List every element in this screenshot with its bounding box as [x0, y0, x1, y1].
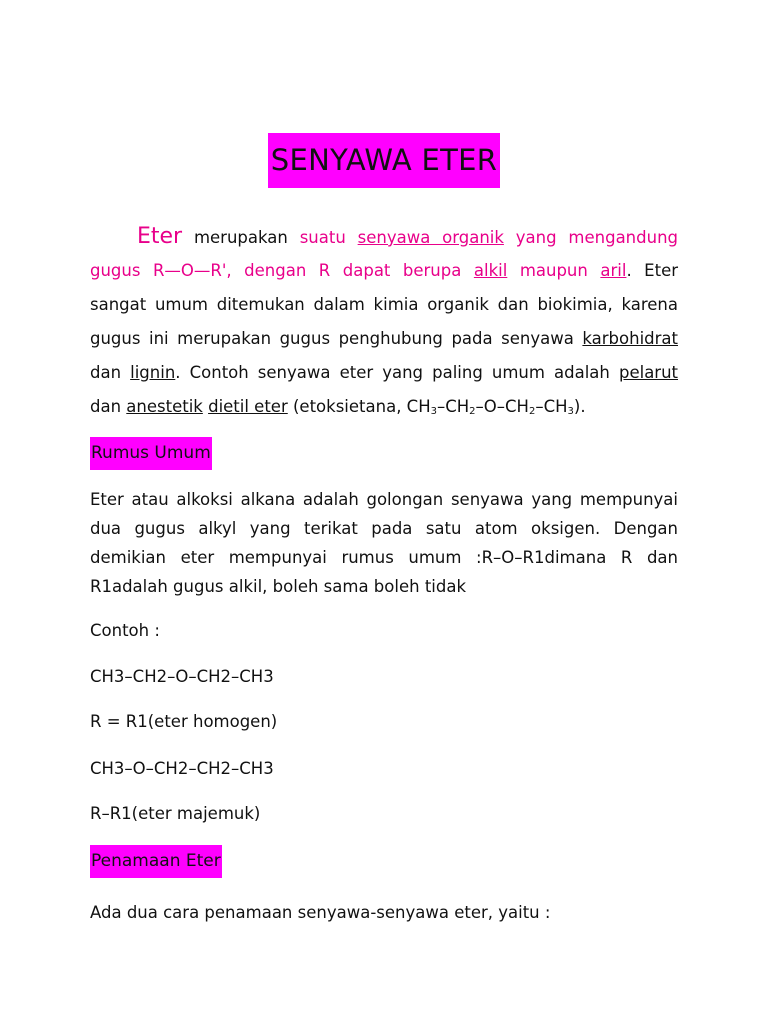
intro-line-6: dan anestetik dietil eter (etoksietana, $CH_3-CH_2-O-CH_2-CH_3$).	[90, 397, 586, 417]
example-formula-1: CH3–CH2–O–CH2–CH3	[90, 667, 274, 686]
general-line-2: dua gugus alkyl yang terikat pada satu atom oksigen. Dengan	[90, 519, 678, 538]
example-formula-2: CH3–O–CH2–CH2–CH3	[90, 759, 274, 778]
link-senyawa-organik[interactable]: senyawa organik	[357, 228, 504, 247]
general-formula-paragraph	[90, 485, 678, 601]
title-container	[0, 133, 768, 188]
section-heading-rumus-umum: Rumus Umum	[90, 437, 212, 470]
section-heading-penamaan-eter: Penamaan Eter	[90, 845, 222, 878]
intro-paragraph	[90, 220, 678, 424]
intro-line-5: dan lignin. Contoh senyawa eter yang paling umum adalah pelarut	[90, 363, 679, 382]
general-line-4: R1adalah gugus alkil, boleh sama boleh tidak	[90, 577, 467, 596]
link-karbohidrat[interactable]: karbohidrat	[582, 329, 678, 348]
example-note-1: R = R1(eter homogen)	[90, 712, 278, 731]
link-alkil[interactable]: alkil	[473, 261, 508, 280]
intro-line-3: sangat umum ditemukan dalam kimia organik dan biokimia, karena	[90, 295, 678, 314]
intro-line-2: gugus R—O—R', dengan R dapat berupa alkil maupun aril. Eter	[90, 261, 679, 280]
example-label: Contoh :	[90, 621, 160, 640]
link-dietil-eter[interactable]: dietil eter	[208, 397, 288, 416]
naming-intro-text: Ada dua cara penamaan senyawa-senyawa eter, yaitu :	[90, 903, 551, 922]
general-line-1: Eter atau alkoksi alkana adalah golongan senyawa yang mempunyai	[90, 490, 678, 509]
general-line-3: demikian eter mempunyai rumus umum :R–O–R1dimana R dan	[90, 548, 678, 567]
lead-word: Eter	[137, 224, 183, 249]
document-title: SENYAWA ETER	[268, 133, 500, 188]
link-anestetik[interactable]: anestetik	[126, 397, 203, 416]
link-lignin[interactable]: lignin	[130, 363, 176, 382]
link-aril[interactable]: aril	[600, 261, 627, 280]
example-note-2: R–R1(eter majemuk)	[90, 804, 261, 823]
intro-line-1: Eter merupakan suatu senyawa organik yang mengandung	[137, 224, 678, 249]
intro-line-4: gugus ini merupakan gugus penghubung pada senyawa karbohidrat	[90, 329, 678, 348]
link-pelarut[interactable]: pelarut	[618, 363, 679, 382]
